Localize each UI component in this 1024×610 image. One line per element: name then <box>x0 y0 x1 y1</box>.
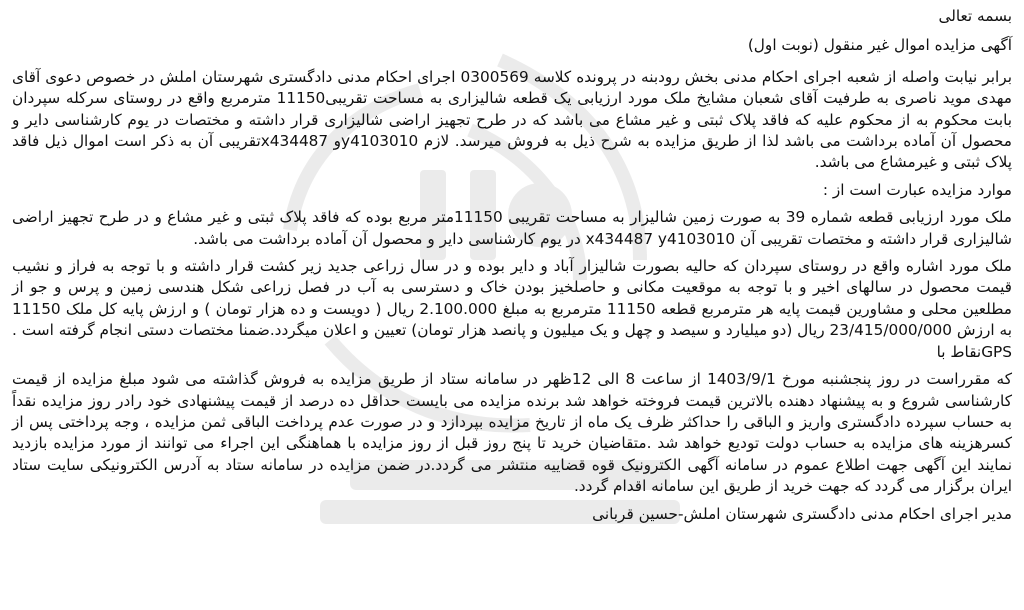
paragraph-intro: برابر نیابت واصله از شعبه اجرای احکام مدنی بخش رودبنه در پرونده کلاسه 0300569 اجرای احکام مدنی دادگستری شهرستان املش در خصوص دعوی آقای مهدی موید ناصری به طرفیت آقای شعبان مشایخ ملک مورد ارزیابی یک قطعه شالیزاری به مساحت تقریبی11150 مترمربع واقع در روستای سرکله سپردان بابت محکوم به از محکوم علیه که فاقد پلاک ثبتی و غیر مشاع می باشد که در طرح تجهیز اراضی شالیزاری قرار داشته و مختصات در یوم کارشناسی دایر و محصول آن آماده برداشت می باشد لذا از طریق مزایده به شرح ذیل به فروش میرسد. لازم y4103010و x434487تقریبی آن به ذکر است اموال ذیل فاقد پلاک ثبتی و غیرمشاع می باشد. <box>12 67 1012 172</box>
bismillah-heading: بسمه تعالی <box>938 7 1012 25</box>
paragraph-auction-terms: که مقرراست در روز پنجشنبه مورخ 1403/9/1 از ساعت 8 الی 12ظهر در سامانه ستاد از طریق مزایده به فروش گذاشته می شود مبلغ مزایده از قیمت کارشناسی شروع و به پیشنهاد دهنده بالاترین قیمت فروخته خواهد شد برنده مزایده می بایست حداقل ده درصد از قیمت پیشنهادی خود رادر روز مزایده نقداً به حساب سپرده دادگستری واریز و الباقی را حداکثر ظرف یک ماه از تاریخ مزایده بپردازد و در صورت عدم پرداخت الباقی ثمن مزایده ، وجه پرداختی پس از کسرهزینه های مزایده به حساب دولت تودیع خواهد شد .متقاضیان خرید تا پنج روز قبل از روز مزایده با هماهنگی این اجراء می توانند از مورد مزایده بازدید نمایند این آگهی جهت اطلاع عموم در سامانه آگهی الکترونیک قوه قضاییه منتشر می گردد.در ضمن مزایده در سامانه ستاد به آدرس الکترونیکی سایت ستاد ایران برگزار می گردد که جهت خرید از طریق این سامانه اقدام گردد. <box>12 370 1012 496</box>
paragraph-property: ملک مورد ارزیابی قطعه شماره 39 به صورت زمین شالیزار به مساحت تقریبی 11150متر مربع بوده که فاقد پلاک ثبتی و غیر مشاع و در طرح تجهیز اراضی شالیزاری قرار داشته و مختصات تقریبی آن x434487 y4103010 در یوم کارشناسی دایر و محصول آن آماده برداشت می باشد. <box>12 208 1012 248</box>
announcement-body <box>12 6 1012 525</box>
announcement-title: آگهی مزایده اموال غیر منقول (نوبت اول) <box>747 36 1012 55</box>
items-heading: موارد مزایده عبارت است از : <box>822 180 1012 199</box>
signature-line: مدیر اجرای احکام مدنی دادگستری شهرستان املش-حسین قربانی <box>592 504 1012 523</box>
paragraph-valuation: ملک مورد اشاره واقع در روستای سپردان که حالیه بصورت شالیزار آباد و دایر بوده و در سال زراعی جدید زیر کشت قرار داشته و با توجه به فراز و نشیب قیمت محصول در سالهای اخیر و با توجه به موقعیت مکانی و حاصلخیز بودن خاک و دسترسی به آب در فصل زراعی شکل هندسی زمین و پرس و جو از مطلعین محلی و مشاورین قیمت پایه هر مترمربع قطعه 11150 مترمربع به مبلغ 2.100.000 ریال ( دویست و ده هزار تومان ) و ارزش پایه کل ملک 11150 به ارزش 23/415/000/000 ریال (دو میلیارد و سیصد و چهل و یک میلیون و پانصد هزار تومان) تعیین و اعلان میگردد.ضمنا مختصات دستی انجام گرفته است . GPSنقاط با <box>12 257 1012 361</box>
